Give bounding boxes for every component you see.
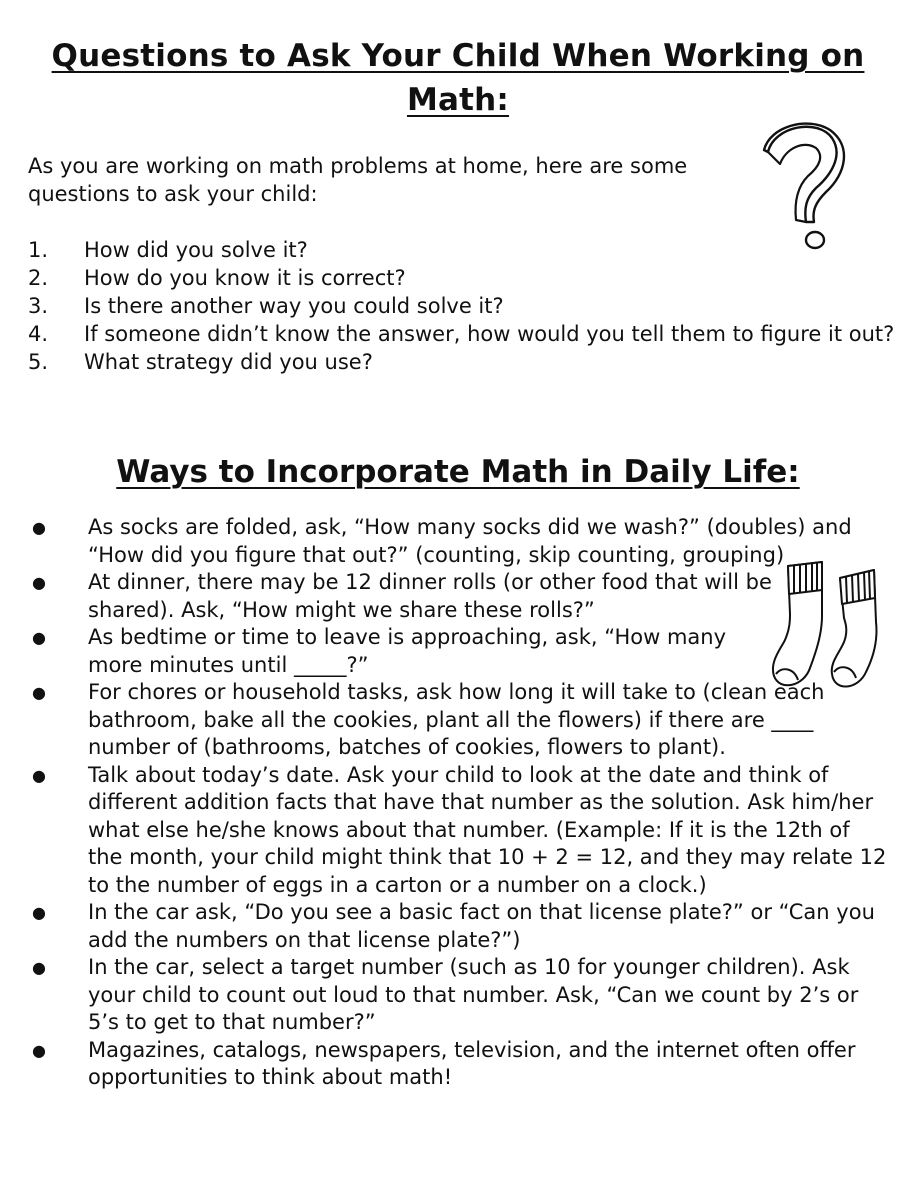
list-item — [28, 679, 888, 762]
questions-list — [28, 236, 898, 376]
list-item — [28, 899, 888, 954]
item-text: In the car ask, “Do you see a basic fact on that license plate?” or “Can you add the numbers on that license plate?”) — [88, 900, 875, 952]
item-number: 3. — [28, 294, 49, 318]
item-text: How do you know it is correct? — [84, 266, 406, 290]
list-item — [28, 236, 898, 264]
list-item — [28, 569, 888, 624]
list-item — [28, 1037, 888, 1092]
item-text: What strategy did you use? — [84, 350, 373, 374]
item-number: 4. — [28, 322, 49, 346]
item-number: 1. — [28, 238, 49, 262]
list-item — [28, 320, 898, 348]
item-text: If someone didn’t know the answer, how would you tell them to figure it out? — [84, 322, 895, 346]
list-item — [28, 514, 888, 569]
item-text: How did you solve it? — [84, 238, 308, 262]
bullet-icon: ● — [32, 958, 46, 977]
list-item — [28, 762, 888, 900]
bullet-icon: ● — [32, 573, 46, 592]
bullet-icon: ● — [32, 765, 46, 785]
item-text: As bedtime or time to leave is approaching, ask, “How many more minutes until _____?” — [88, 625, 727, 677]
item-text: At dinner, there may be 12 dinner rolls (or other food that will be shared). Ask, “How might we share these rolls?” — [88, 570, 772, 622]
bullet-icon: ● — [32, 683, 46, 702]
list-item — [28, 954, 888, 1037]
item-text: As socks are folded, ask, “How many socks did we wash?” (doubles) and “How did you figure that out?” (counting, skip counting, grouping) — [88, 515, 852, 567]
bullet-icon: ● — [32, 1040, 46, 1060]
list-item — [28, 264, 898, 292]
section-title: Ways to Incorporate Math in Daily Life: — [116, 454, 800, 490]
intro-text: As you are working on math problems at home, here are some questions to ask your child: — [28, 154, 688, 206]
bullet-icon: ● — [32, 903, 46, 922]
bullet-icon: ● — [32, 628, 46, 647]
item-text: Magazines, catalogs, newspapers, television, and the internet often offer opportunities to think about math! — [88, 1037, 856, 1089]
item-text: Talk about today’s date. Ask your child to look at the date and think of different addition facts that have that number as the solution. Ask him/her what else he/she knows about that number. (Example: If it is the 12th of the month, your child might think that 10 + 2 = 12, and they may relate 12 to the number of eggs in a carton or a number on a clock.) — [88, 762, 887, 897]
list-item — [28, 624, 888, 679]
ways-list — [28, 514, 888, 1092]
page-title: Questions to Ask Your Child When Working on Math: — [51, 38, 865, 118]
item-number: 5. — [28, 350, 49, 374]
question-mark-icon — [760, 116, 850, 256]
list-item — [28, 292, 898, 320]
item-number: 2. — [28, 266, 49, 290]
item-text: Is there another way you could solve it? — [84, 294, 504, 318]
item-text: For chores or household tasks, ask how long it will take to (clean each bathroom, bake all the cookies, plant all the flowers) if there are ____ number of (bathrooms, batches of cookies, flowers to plant). — [88, 680, 825, 759]
bullet-icon: ● — [32, 518, 46, 537]
item-text: In the car, select a target number (such as 10 for younger children). Ask your child to count out loud to that number. Ask, “Can we count by 2’s or 5’s to get to that number?” — [88, 955, 859, 1034]
list-item — [28, 348, 898, 376]
